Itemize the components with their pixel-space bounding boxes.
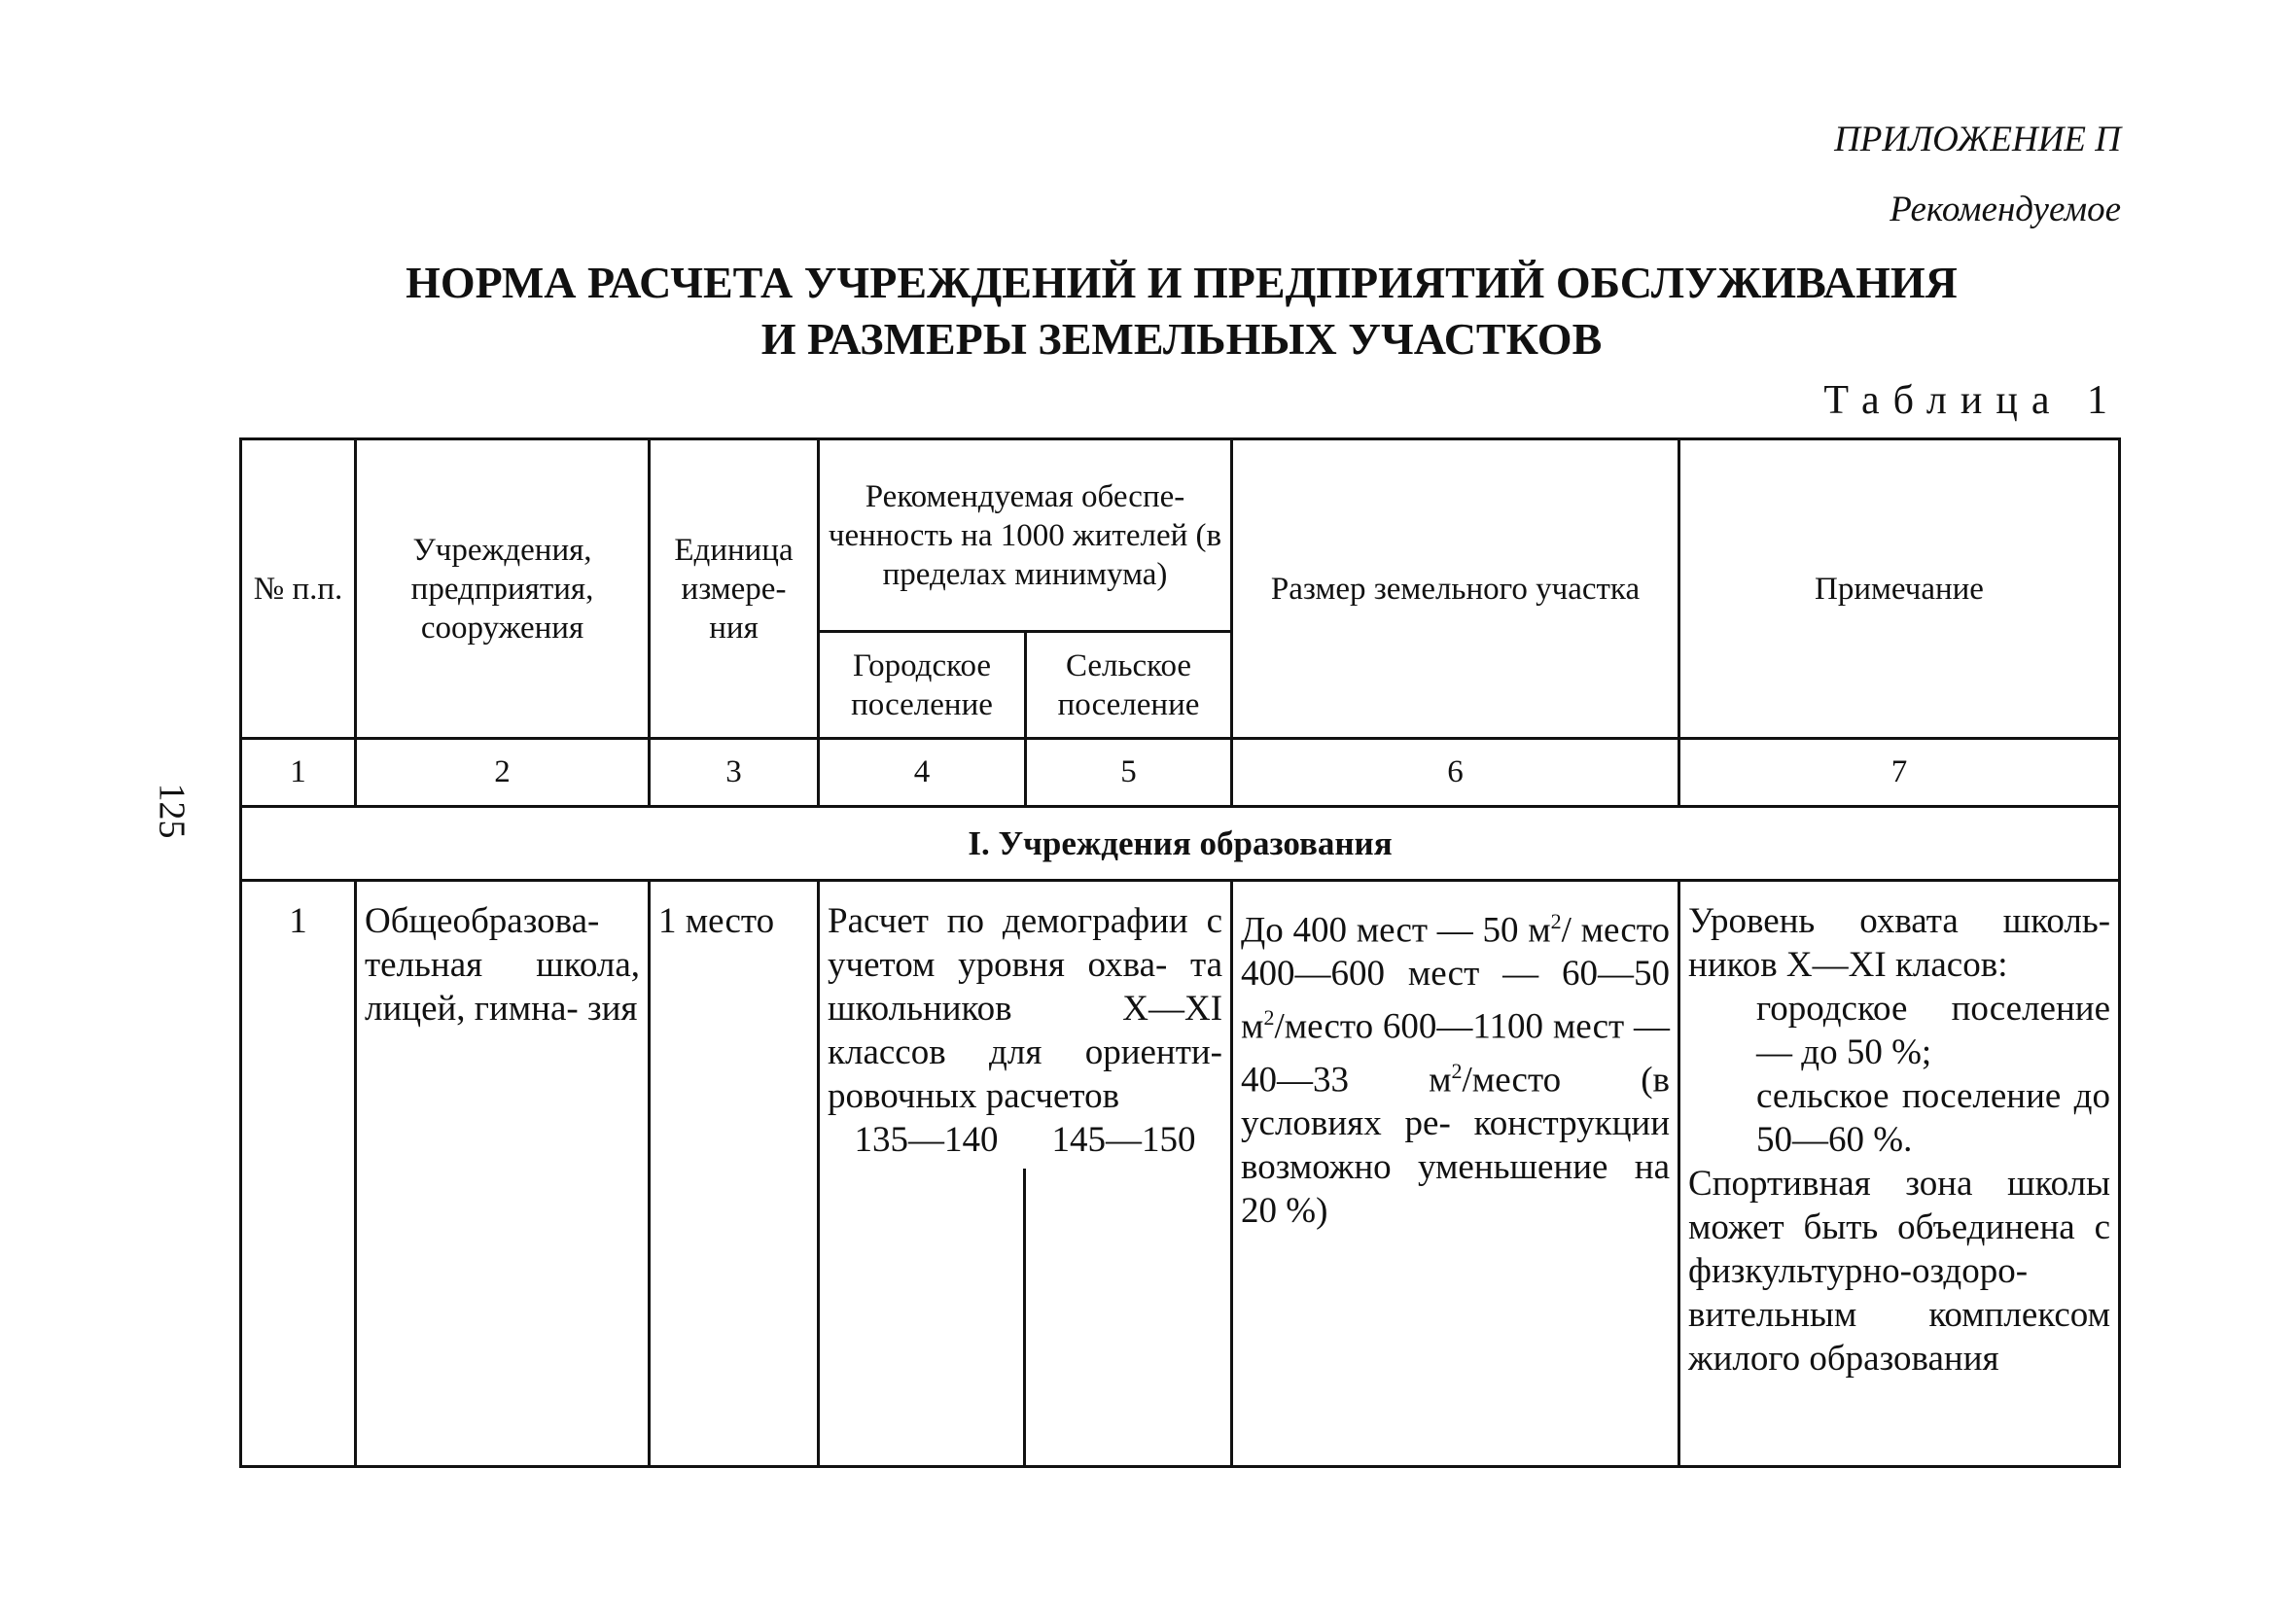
row-num: 1 — [241, 881, 356, 1467]
column-number: 2 — [356, 739, 650, 807]
table-label: Таблица 1 — [1823, 378, 2121, 423]
note-line: Уровень охвата школь- ников X—XI класов: — [1688, 901, 2111, 985]
title-line-2: И РАЗМЕРЫ ЗЕМЕЛЬНЫХ УЧАСТКОВ — [760, 314, 1603, 364]
note-line: Спортивная зона школы может быть объединена с физкультурно-оздоро- вительным комплексом жилого образования — [1688, 1164, 2111, 1379]
header-institutions: Учреждения, предприятия, сооружения — [356, 439, 650, 739]
row-land-size — [1232, 881, 1679, 1467]
land-size-text: / место — [1561, 910, 1670, 951]
row-calc-text: Расчет по демографии с учетом уровня охва- та школьников X—XI классов для ориенти- ровочных расчетов — [828, 901, 1223, 1116]
page-title — [243, 255, 2120, 367]
table-row — [241, 881, 2120, 1467]
header-note: Примечание — [1679, 439, 2120, 739]
row-institution: Общеобразова- тельная школа, лицей, гимна- зия — [356, 881, 650, 1467]
appendix-label: ПРИЛОЖЕНИЕ П — [1834, 120, 2121, 159]
column-number: 4 — [819, 739, 1026, 807]
note-line: сельское поселение до 50—60 %. — [1756, 1076, 2111, 1160]
note-line: городское поселение — до 50 %; — [1756, 989, 2111, 1072]
header-recommended: Рекомендуемая обеспе- ченность на 1000 жителей (в пределах минимума) — [819, 439, 1232, 632]
norms-table — [239, 437, 2121, 1468]
column-number-row — [241, 739, 2120, 807]
section-title: I. Учреждения образования — [241, 807, 2120, 881]
land-size-text: /место (в условиях ре- конструкции возможно уменьшение на 20 %) — [1241, 1059, 1671, 1231]
row-note — [1679, 881, 2120, 1467]
header-land-size: Размер земельного участка — [1232, 439, 1679, 739]
column-number: 5 — [1026, 739, 1232, 807]
header-rural: Сельское поселение — [1026, 632, 1232, 739]
column-number: 1 — [241, 739, 356, 807]
header-unit: Единица измере- ния — [650, 439, 819, 739]
column-number: 7 — [1679, 739, 2120, 807]
title-line-1: НОРМА РАСЧЕТА УЧРЕЖДЕНИЙ И ПРЕДПРИЯТИЙ ОБСЛУЖИВАНИЯ — [406, 258, 1958, 307]
superscript: 2 — [1550, 909, 1562, 933]
row-urban-value: 135—140 — [854, 1120, 999, 1160]
row-calc — [819, 881, 1232, 1467]
header-urban: Городское поселение — [819, 632, 1026, 739]
land-size-text: 600—1100 мест — 40—33 м — [1241, 1006, 1671, 1100]
page-number: 125 — [151, 783, 193, 839]
column-number: 6 — [1232, 739, 1679, 807]
row-unit: 1 место — [650, 881, 819, 1467]
header-num: № п.п. — [241, 439, 356, 739]
status-label: Рекомендуемое — [1890, 190, 2121, 229]
column-divider — [1023, 1169, 1026, 1465]
land-size-text: До 400 мест — 50 м — [1241, 910, 1551, 951]
row-rural-value: 145—150 — [1051, 1120, 1196, 1160]
land-size-text: 400—600 мест — 60—50 м — [1241, 954, 1671, 1047]
superscript: 2 — [1263, 1005, 1275, 1031]
land-size-text: /место — [1274, 1006, 1374, 1047]
column-number: 3 — [650, 739, 819, 807]
superscript: 2 — [1451, 1058, 1463, 1083]
